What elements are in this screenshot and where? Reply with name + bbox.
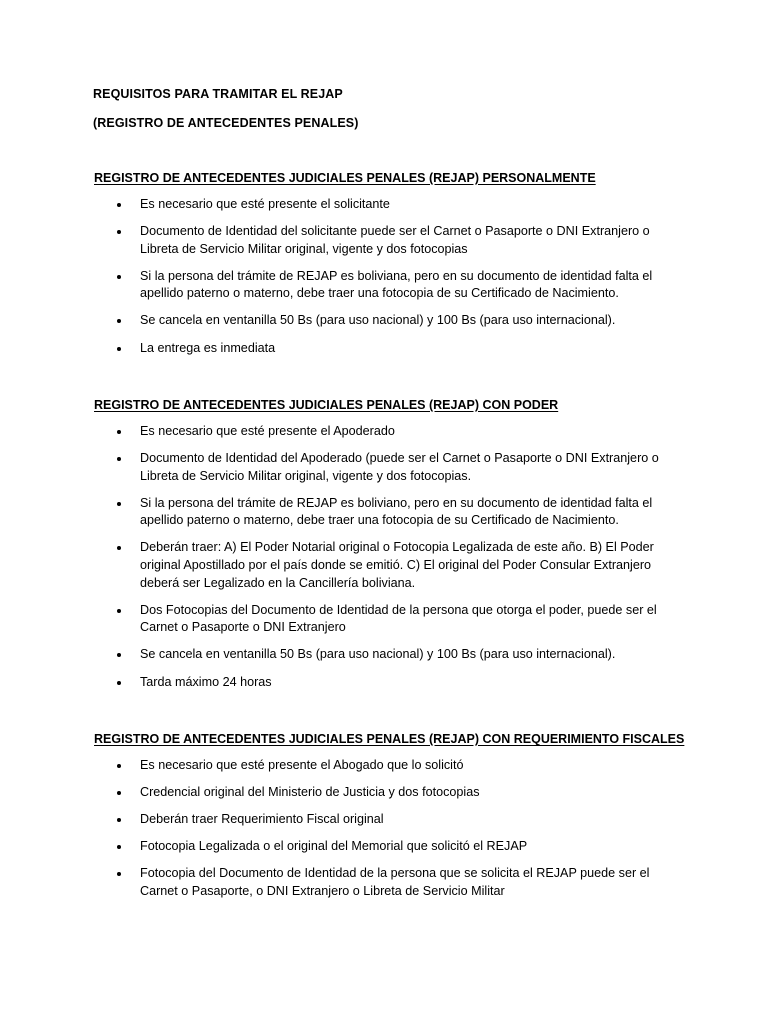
bullet-icon	[117, 203, 121, 207]
list-item	[93, 495, 675, 530]
bullet-icon	[117, 845, 121, 849]
list-item-text: Credencial original del Ministerio de Justicia y dos fotocopias	[140, 785, 480, 800]
section-con-poder	[93, 397, 693, 701]
list-item-text: Fotocopia Legalizada o el original del Memorial que solicitó el REJAP	[140, 839, 528, 854]
list-item-text: Documento de Identidad del Apoderado (puede ser el Carnet o Pasaporte o DNI Extranjero o Libreta de Servicio Militar original, vigente y dos fotocopias.	[140, 451, 659, 483]
list-item-text: Es necesario que esté presente el solicitante	[140, 197, 390, 211]
list-item-text: Documento de Identidad del solicitante puede ser el Carnet o Pasaporte o DNI Extranjero o Libreta de Servicio Militar original, vigente y dos fotocopias	[140, 224, 650, 256]
bullet-icon	[117, 764, 121, 768]
list-item	[93, 223, 675, 258]
list-item	[93, 646, 675, 664]
bullet-icon	[117, 609, 121, 613]
bullet-icon	[117, 653, 121, 657]
list-item-text: Es necesario que esté presente el Abogado que lo solicitó	[140, 758, 464, 772]
list-item-text: Dos Fotocopias del Documento de Identidad de la persona que otorga el poder, puede ser el Carnet o Pasaporte o DNI Extranjero	[140, 602, 657, 635]
bullet-icon	[117, 791, 121, 795]
bullet-icon	[117, 230, 121, 234]
bullet-icon	[117, 818, 121, 822]
list-item-text: Se cancela en ventanilla 50 Bs (para uso nacional) y 100 Bs (para uso internacional).	[140, 313, 616, 328]
list-item-text: Tarda máximo 24 horas	[140, 674, 272, 689]
bullet-icon	[117, 275, 121, 279]
bullet-icon	[117, 681, 121, 685]
list-item	[93, 196, 675, 214]
section-personalmente	[93, 170, 693, 367]
list-item-text: Fotocopia del Documento de Identidad de la persona que se solicita el REJAP puede ser el Carnet o Pasaporte, o DNI Extranjero o Libreta de Servicio Militar	[140, 866, 650, 898]
list-item	[93, 340, 675, 358]
list-item	[93, 784, 675, 802]
list-item-text: La entrega es inmediata	[140, 340, 276, 355]
list-item	[93, 539, 675, 592]
bullet-icon	[117, 430, 121, 434]
list-item	[93, 423, 675, 441]
list-item	[93, 674, 675, 692]
section-heading: REGISTRO DE ANTECEDENTES JUDICIALES PENALES (REJAP) CON REQUERIMIENTO FISCALES	[94, 732, 685, 746]
bullet-icon	[117, 502, 121, 506]
list-item	[93, 268, 675, 303]
requirements-list	[93, 196, 693, 357]
list-item	[93, 838, 675, 856]
bullet-icon	[117, 546, 121, 550]
list-item-text: Si la persona del trámite de REJAP es boliviano, pero en su documento de identidad falta el apellido paterno o materno, debe traer una fotocopia de su Certificado de Nacimiento.	[140, 495, 653, 528]
section-heading: REGISTRO DE ANTECEDENTES JUDICIALES PENALES (REJAP) PERSONALMENTE	[94, 171, 596, 185]
list-item	[93, 757, 675, 775]
bullet-icon	[117, 872, 121, 876]
list-item	[93, 811, 675, 829]
list-item	[93, 450, 675, 485]
list-item-text: Se cancela en ventanilla 50 Bs (para uso nacional) y 100 Bs (para uso internacional).	[140, 647, 616, 662]
list-item	[93, 602, 675, 637]
document-title: REQUISITOS PARA TRAMITAR EL REJAP	[93, 87, 343, 101]
list-item	[93, 312, 675, 330]
list-item	[93, 865, 675, 900]
bullet-icon	[117, 457, 121, 461]
section-heading: REGISTRO DE ANTECEDENTES JUDICIALES PENALES (REJAP) CON PODER	[94, 398, 559, 412]
document-subtitle: (REGISTRO DE ANTECEDENTES PENALES)	[93, 116, 359, 130]
list-item-text: Es necesario que esté presente el Apoderado	[140, 424, 395, 438]
section-requerimiento-fiscales	[93, 731, 693, 910]
bullet-icon	[117, 319, 121, 323]
list-item-text: Deberán traer Requerimiento Fiscal original	[140, 812, 384, 827]
list-item-text: Si la persona del trámite de REJAP es boliviana, pero en su documento de identidad falta el apellido paterno o materno, debe traer una fotocopia de su Certificado de Nacimiento.	[140, 268, 653, 301]
bullet-icon	[117, 347, 121, 351]
requirements-list	[93, 757, 693, 901]
list-item-text: Deberán traer: A) El Poder Notarial original o Fotocopia Legalizada de este año. B) El Poder original Apostillado por el país donde se emitió. C) El original del Poder Consular Extranjero deberá ser Legalizado en la Cancillería boliviana.	[140, 540, 654, 590]
requirements-list	[93, 423, 693, 691]
